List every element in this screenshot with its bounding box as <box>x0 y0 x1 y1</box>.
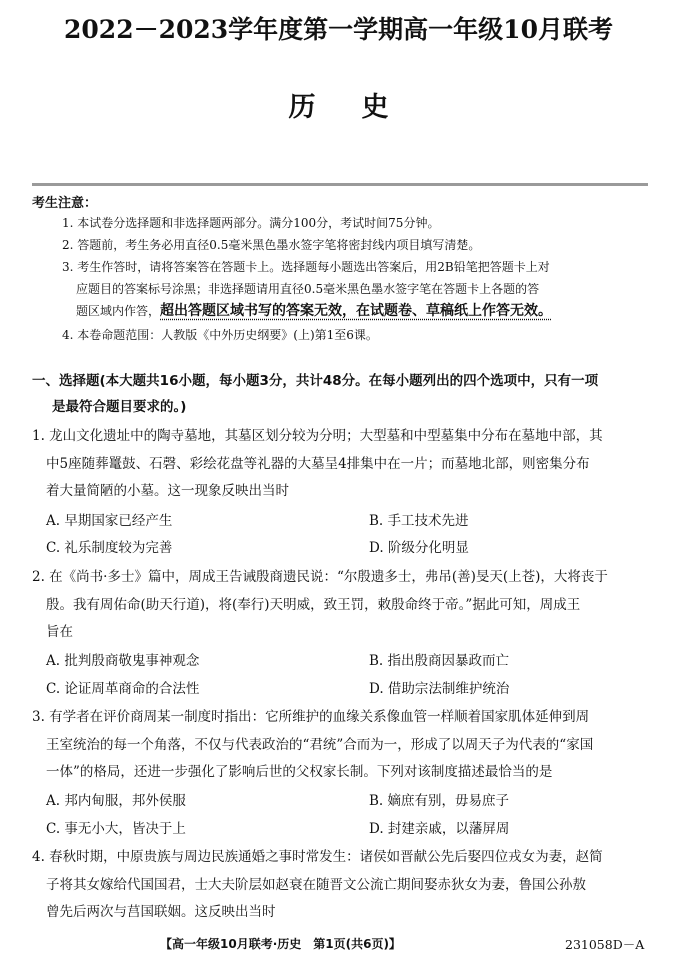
page-footer <box>0 935 677 955</box>
question-3 <box>32 704 654 787</box>
notice-item-3-emphasis: 超出答题区域书写的答案无效，在试题卷、草稿纸上作答无效。 <box>160 303 553 319</box>
footer-page-info: 【高一年级10月联考·历史 第1页(共6页)】 <box>160 937 401 951</box>
question-2-line-3: 旨在 <box>46 624 73 640</box>
notice-item-4: 4. 本卷命题范围：人教版《中外历史纲要》(上)第1至6课。 <box>62 328 378 342</box>
footer-paper-code: 231058D－A <box>565 937 645 952</box>
notice-item-3-line-3 <box>76 300 666 322</box>
question-3-line-3: 一体”的格局，还进一步强化了影响后世的父权家长制。下列对该制度描述最恰当的是 <box>46 764 553 780</box>
question-1-option-d: D. 阶级分化明显 <box>369 540 469 556</box>
question-1-line-1: 1. 龙山文化遗址中的陶寺墓地，其墓区划分较为分明；大型墓和中型墓集中分布在墓地中部，其 <box>32 428 603 444</box>
question-4-line-2: 子将其女嫁给代国国君，士大夫阶层如赵衰在随晋文公流亡期间娶赤狄女为妻，鲁国公孙敖 <box>46 876 586 893</box>
question-3-line-2: 王室统治的每一个角落，不仅与代表政治的“君统”合而为一，形成了以周天子为代表的“家国 <box>46 736 594 753</box>
question-2-line-1: 2. 在《尚书·多士》篇中，周成王告诫殷商遗民说：“尔殷遗多士，弗吊(善)旻天(上苍)，大将丧于 <box>32 569 608 585</box>
question-2-option-b: B. 指出殷商因暴政而亡 <box>369 653 510 669</box>
question-3-option-b: B. 嫡庶有别，毋易庶子 <box>369 793 510 809</box>
exam-title: 2022－2023学年度第一学期高一年级10月联考 <box>64 15 613 44</box>
question-4-line-1: 4. 春秋时期，中原贵族与周边民族通婚之事时常发生：诸侯如晋献公先后娶四位戎女为妻，赵简 <box>32 849 603 865</box>
notice-item-3-line-2: 应题目的答案标号涂黑；非选择题请用直径0.5毫米黑色墨水签字笔在答题卡上各题的答 <box>76 282 540 296</box>
question-4 <box>32 844 654 927</box>
question-3-option-d: D. 封建亲戚，以藩屏周 <box>369 821 510 837</box>
question-1-line-3: 着大量简陋的小墓。这一现象反映出当时 <box>46 483 289 499</box>
notice-item-1: 1. 本试卷分选择题和非选择题两部分。满分100分，考试时间75分钟。 <box>62 216 440 230</box>
question-2-option-d: D. 借助宗法制维护统治 <box>369 681 510 697</box>
question-3-option-a: A. 邦内甸服，邦外侯服 <box>46 793 186 809</box>
notice-item-3-plain: 题区域内作答， <box>76 304 161 318</box>
question-2-option-a: A. 批判殷商敬鬼事神观念 <box>46 653 200 669</box>
notice-item-2: 2. 答题前，考生务必用直径0.5毫米黑色墨水签字笔将密封线内项目填写清楚。 <box>62 238 481 252</box>
question-1-option-a: A. 早期国家已经产生 <box>46 513 173 529</box>
section-heading-line-2: 是最符合题目要求的。) <box>52 399 187 415</box>
question-3-line-1: 3. 有学者在评价商周某一制度时指出：它所维护的血缘关系像血管一样顺着国家肌体延伸到周 <box>32 709 590 725</box>
question-2 <box>32 564 654 647</box>
notice-item-3-line-1: 3. 考生作答时，请将答案答在答题卡上。选择题每小题选出答案后，用2B铅笔把答题卡上对 <box>62 260 550 274</box>
question-1 <box>32 423 654 506</box>
divider-rule <box>32 183 648 186</box>
question-1-option-b: B. 手工技术先进 <box>369 513 469 529</box>
question-4-line-3: 曾先后两次与莒国联姻。这反映出当时 <box>46 904 276 920</box>
section-heading-line-1: 一、选择题(本大题共16小题，每小题3分，共计48分。在每小题列出的四个选项中，只有一项 <box>32 373 599 389</box>
question-1-line-2: 中5座随葬鼍鼓、石磬、彩绘花盘等礼器的大墓呈4排集中在一片；而墓地北部，则密集分布 <box>46 455 590 472</box>
question-3-option-c: C. 事无小大，皆决于上 <box>46 821 186 837</box>
subject-title: 历史 <box>288 92 435 123</box>
question-2-option-c: C. 论证周革商命的合法性 <box>46 681 200 697</box>
question-2-line-2: 殷。我有周佑命(助天行道)，将(奉行)天明威，致王罚，敕殷命终于帝。”据此可知，周成王 <box>46 596 581 613</box>
notice-heading: 考生注意： <box>32 196 98 211</box>
question-1-option-c: C. 礼乐制度较为完善 <box>46 540 173 556</box>
